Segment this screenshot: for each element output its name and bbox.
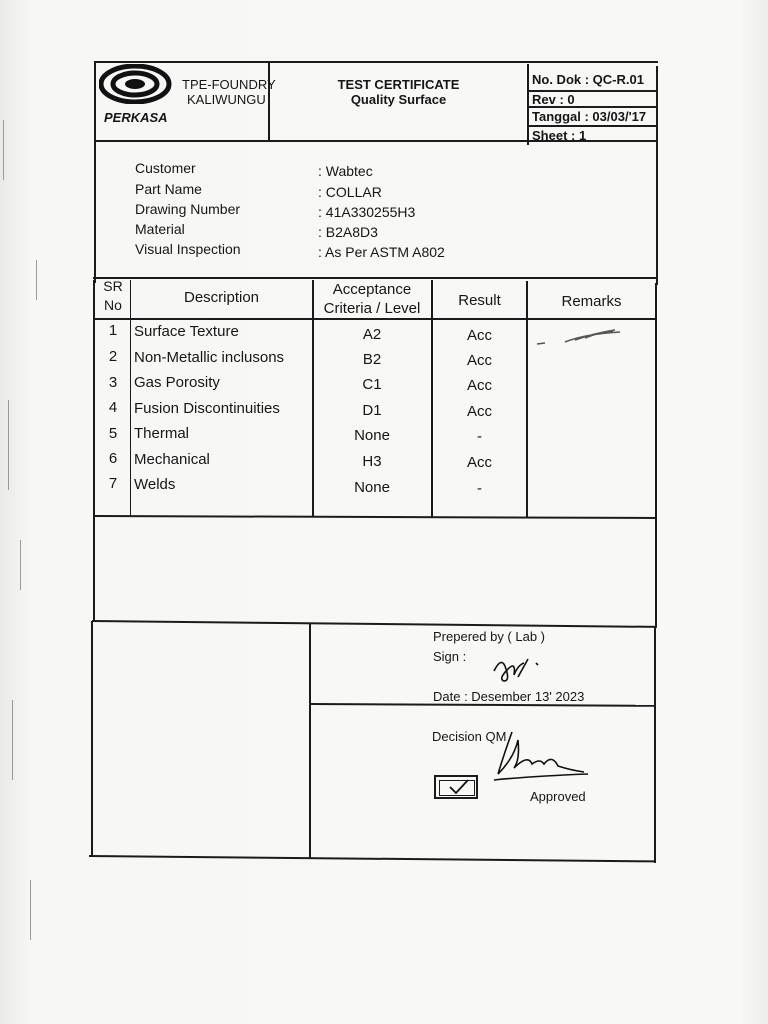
cell-sr: 1 bbox=[108, 322, 118, 339]
page-subtitle: Quality Surface bbox=[350, 92, 447, 107]
checkmark-icon bbox=[448, 779, 470, 795]
remarks-scribble-mark bbox=[535, 324, 630, 354]
decision-label: Decision QM bbox=[432, 729, 507, 744]
logo-rings-icon bbox=[99, 64, 173, 104]
cell-description: Thermal bbox=[134, 425, 190, 442]
info-value: : B2A8D3 bbox=[318, 224, 378, 240]
info-value: : 41A330255H3 bbox=[318, 204, 416, 220]
cell-level: A2 bbox=[362, 326, 382, 343]
sign-date: Date : Desember 13' 2023 bbox=[433, 689, 585, 704]
cell-level: H3 bbox=[362, 453, 382, 470]
info-left-border bbox=[94, 141, 96, 283]
company-location: KALIWUNGU bbox=[187, 92, 266, 107]
cell-level: B2 bbox=[362, 351, 382, 368]
cell-description: Gas Porosity bbox=[134, 374, 220, 391]
signoff-right-border bbox=[654, 626, 656, 863]
brand-name: PERKASA bbox=[104, 110, 168, 125]
col-header-no: No bbox=[104, 297, 122, 313]
tanggal: Tanggal : 03/03/'17 bbox=[532, 109, 647, 124]
cell-sr: 3 bbox=[108, 374, 118, 391]
lab-signature-image bbox=[488, 651, 548, 687]
cell-description: Welds bbox=[134, 476, 176, 493]
info-value: : As Per ASTM A802 bbox=[318, 244, 445, 260]
col-header-acceptance: Acceptance bbox=[332, 281, 412, 298]
scan-mark bbox=[36, 260, 37, 300]
cell-sr: 2 bbox=[108, 348, 118, 365]
notes-left-border bbox=[93, 516, 95, 622]
cell-result: Acc bbox=[466, 377, 492, 394]
info-label: Material bbox=[135, 221, 185, 237]
cell-level: None bbox=[354, 479, 390, 496]
page-title: TEST CERTIFICATE bbox=[337, 77, 460, 92]
scan-mark bbox=[30, 880, 31, 940]
approved-checkbox[interactable] bbox=[434, 775, 478, 799]
signoff-divider bbox=[309, 623, 311, 858]
cell-sr: 5 bbox=[108, 425, 118, 442]
cell-result: - bbox=[477, 480, 482, 497]
table-top-border bbox=[93, 277, 657, 279]
signoff-left-border bbox=[91, 621, 93, 857]
col-header-description: Description bbox=[183, 289, 260, 306]
foundry-logo bbox=[99, 64, 173, 109]
cell-result: Acc bbox=[466, 403, 492, 420]
table-right-border bbox=[655, 283, 657, 521]
cell-result: Acc bbox=[466, 327, 492, 344]
cell-result: - bbox=[477, 428, 482, 445]
header-left-border bbox=[94, 61, 96, 141]
scan-mark bbox=[8, 400, 9, 490]
col-header-remarks: Remarks bbox=[561, 293, 622, 310]
notes-right-border bbox=[655, 520, 657, 626]
cell-sr: 6 bbox=[108, 450, 118, 467]
cell-description: Mechanical bbox=[134, 451, 210, 468]
sign-label: Sign : bbox=[433, 649, 467, 664]
col-header-sr: SR bbox=[103, 278, 123, 294]
doc-number: No. Dok : QC-R.01 bbox=[532, 72, 644, 87]
prepared-by-label: Prepered by ( Lab ) bbox=[433, 629, 546, 644]
info-label: Drawing Number bbox=[135, 201, 241, 217]
sheet-number: Sheet : 1 bbox=[532, 128, 587, 143]
col-header-criteria: Criteria / Level bbox=[323, 300, 421, 317]
scan-mark bbox=[12, 700, 13, 780]
cell-sr: 4 bbox=[108, 399, 118, 416]
scan-mark bbox=[3, 120, 4, 180]
approved-label: Approved bbox=[530, 789, 586, 804]
scan-mark bbox=[20, 540, 21, 590]
qm-signature-image bbox=[484, 724, 592, 786]
cell-level: None bbox=[354, 427, 390, 444]
table-header-border bbox=[93, 318, 657, 320]
cell-level: C1 bbox=[362, 376, 382, 393]
info-label: Visual Inspection bbox=[135, 241, 241, 257]
header-divider-2 bbox=[527, 64, 529, 145]
cell-description: Non-Metallic inclusons bbox=[134, 349, 285, 366]
col-header-result: Result bbox=[458, 292, 501, 309]
info-label: Part Name bbox=[135, 181, 202, 197]
header-top-border bbox=[94, 61, 658, 63]
revision: Rev : 0 bbox=[532, 92, 575, 107]
info-value: : Wabtec bbox=[318, 163, 373, 179]
cell-result: Acc bbox=[466, 454, 492, 471]
cell-description: Surface Texture bbox=[134, 323, 239, 340]
cell-description: Fusion Discontinuities bbox=[134, 400, 280, 417]
cell-sr: 7 bbox=[108, 475, 118, 492]
info-label: Customer bbox=[135, 160, 196, 176]
header-docbox-line bbox=[528, 125, 657, 127]
company-name: TPE-FOUNDRY bbox=[182, 77, 276, 92]
cell-result: Acc bbox=[466, 352, 492, 369]
info-value: : COLLAR bbox=[318, 184, 382, 200]
cell-level: D1 bbox=[362, 402, 382, 419]
info-right-border bbox=[656, 145, 658, 285]
